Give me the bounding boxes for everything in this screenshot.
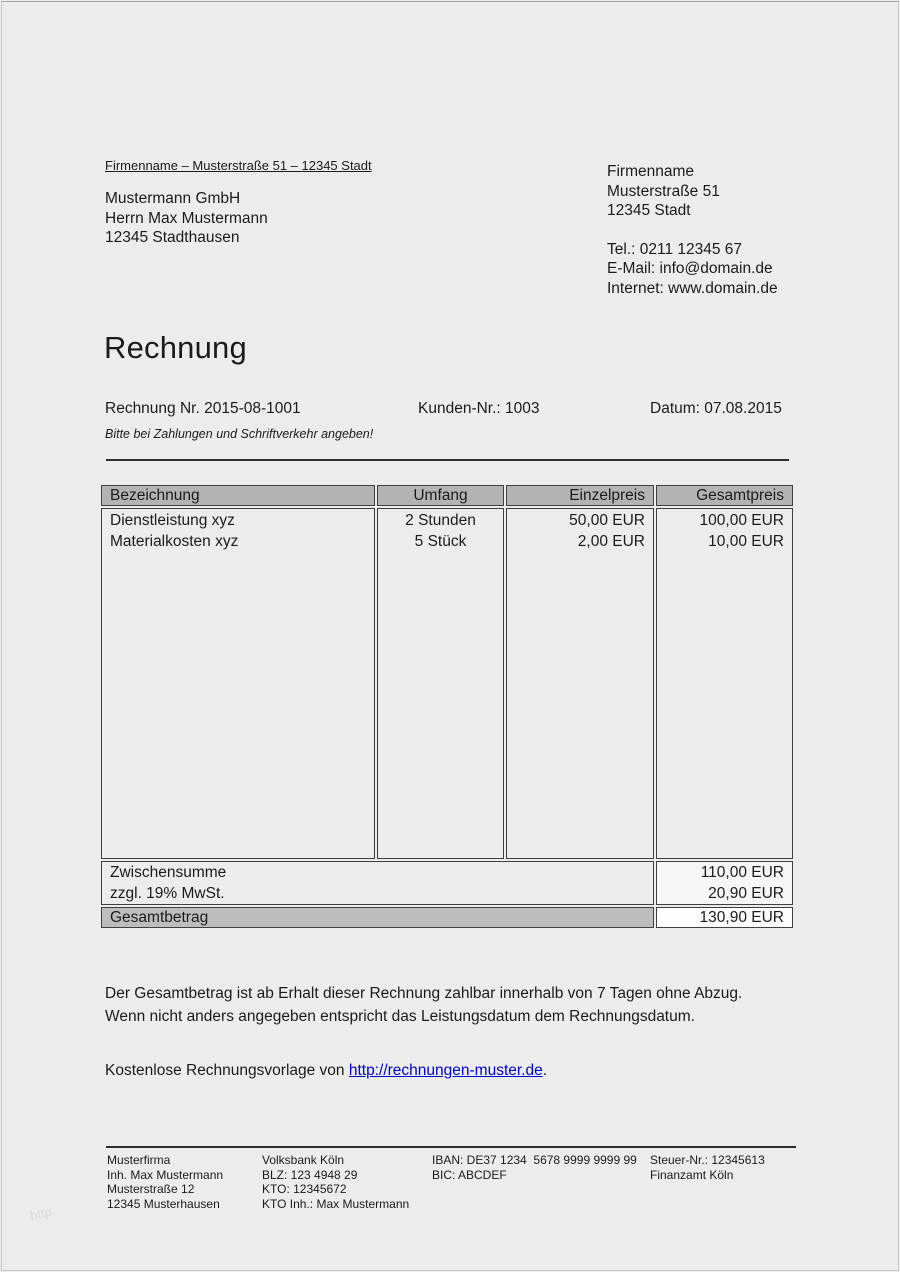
- footer-tax-column: [650, 1153, 765, 1182]
- footer-iban: IBAN: DE37 1234 5678 9999 9999 99: [432, 1153, 637, 1167]
- summary-amounts-cell: [656, 861, 793, 905]
- line-item-total: 100,00 EUR: [699, 512, 784, 529]
- table-header-row: [101, 485, 793, 506]
- vat-label: zzgl. 19% MwSt.: [110, 885, 225, 902]
- line-item-unit-price: 50,00 EUR: [569, 512, 645, 529]
- invoice-date: Datum: 07.08.2015: [650, 400, 782, 417]
- column-gesamtpreis: [656, 508, 793, 859]
- payment-terms-text: Der Gesamtbetrag ist ab Erhalt dieser Rechnung zahlbar innerhalb von 7 Tagen ohne Abzug.: [105, 985, 743, 1002]
- line-item-total: 10,00 EUR: [708, 533, 784, 550]
- column-umfang: [377, 508, 504, 859]
- footer-company-street: Musterstraße 12: [107, 1182, 195, 1196]
- company-address-block: [607, 162, 778, 298]
- subtotal-amount: 110,00 EUR: [700, 864, 784, 881]
- total-amount: 130,90 EUR: [656, 907, 793, 928]
- col-header-einzelpreis: Einzelpreis: [506, 485, 654, 506]
- sender-return-address: Firmenname – Musterstraße 51 – 12345 Stadt: [105, 158, 372, 173]
- summary-row: [101, 861, 793, 905]
- line-item-unit-price: 2,00 EUR: [577, 533, 645, 550]
- payment-reference-note: Bitte bei Zahlungen und Schriftverkehr angeben!: [105, 427, 374, 441]
- column-bezeichnung: [101, 508, 375, 859]
- total-row: [101, 907, 793, 928]
- footer-bank-name: Volksbank Köln: [262, 1153, 345, 1167]
- invoice-meta-row: [0, 400, 900, 420]
- column-einzelpreis: [506, 508, 654, 859]
- company-website: Internet: www.domain.de: [607, 279, 778, 297]
- col-header-bezeichnung: Bezeichnung: [101, 485, 375, 506]
- recipient-contact-person: Herrn Max Mustermann: [105, 209, 268, 227]
- subtotal-label: Zwischensumme: [110, 864, 227, 881]
- horizontal-rule-top: [106, 459, 789, 461]
- total-label: Gesamtbetrag: [101, 907, 654, 928]
- col-header-gesamtpreis: Gesamtpreis: [656, 485, 793, 506]
- template-source-suffix: .: [542, 1062, 548, 1079]
- footer-bank-account: KTO: 12345672: [262, 1182, 347, 1196]
- line-item-quantity: 5 Stück: [414, 533, 467, 550]
- line-item-quantity: 2 Stunden: [405, 512, 476, 529]
- recipient-city: 12345 Stadthausen: [105, 229, 240, 246]
- table-body-row: [101, 508, 793, 859]
- recipient-name: Mustermann GmbH: [105, 190, 241, 207]
- footer-bank-holder: KTO Inh.: Max Mustermann: [262, 1196, 410, 1211]
- footer-tax-number: Steuer-Nr.: 12345613: [650, 1153, 765, 1167]
- company-email: E-Mail: info@domain.de: [607, 260, 773, 277]
- company-phone: Tel.: 0211 12345 67: [607, 240, 743, 258]
- footer-company-name: Musterfirma: [107, 1153, 171, 1167]
- footer-company-column: [107, 1153, 223, 1211]
- service-date-text: Wenn nicht anders angegeben entspricht das Leistungsdatum dem Rechnungsdatum.: [105, 1007, 695, 1025]
- vat-amount: 20,90 EUR: [708, 885, 784, 902]
- footer-company-city: 12345 Musterhausen: [107, 1196, 220, 1211]
- notes-block: [105, 983, 753, 1083]
- company-name: Firmenname: [607, 163, 694, 180]
- line-item-name: Dienstleistung xyz: [110, 512, 235, 529]
- company-city: 12345 Stadt: [607, 202, 691, 219]
- invoice-number: Rechnung Nr. 2015-08-1001: [105, 400, 301, 417]
- document-title: Rechnung: [104, 330, 247, 365]
- footer-bank-blz: BLZ: 123 4948 29: [262, 1167, 358, 1182]
- footer-bic: BIC: ABCDEF: [432, 1167, 507, 1182]
- footer-iban-column: [432, 1153, 637, 1182]
- horizontal-rule-bottom: [106, 1146, 796, 1148]
- footer-company-owner: Inh. Max Mustermann: [107, 1167, 224, 1182]
- summary-labels-cell: [101, 861, 654, 905]
- template-source-link[interactable]: http://rechnungen-muster.de: [348, 1062, 543, 1079]
- footer-bank-column: [262, 1153, 409, 1211]
- recipient-address-block: [105, 189, 268, 248]
- watermark-text: http: [28, 1203, 54, 1224]
- items-table: [99, 483, 795, 930]
- template-source-line: [105, 1060, 753, 1083]
- company-street: Musterstraße 51: [607, 182, 720, 200]
- footer-tax-office: Finanzamt Köln: [650, 1167, 734, 1182]
- line-item-name: Materialkosten xyz: [110, 533, 239, 550]
- col-header-umfang: Umfang: [377, 485, 504, 506]
- customer-number: Kunden-Nr.: 1003: [418, 400, 540, 417]
- template-source-prefix: Kostenlose Rechnungsvorlage von: [105, 1062, 349, 1079]
